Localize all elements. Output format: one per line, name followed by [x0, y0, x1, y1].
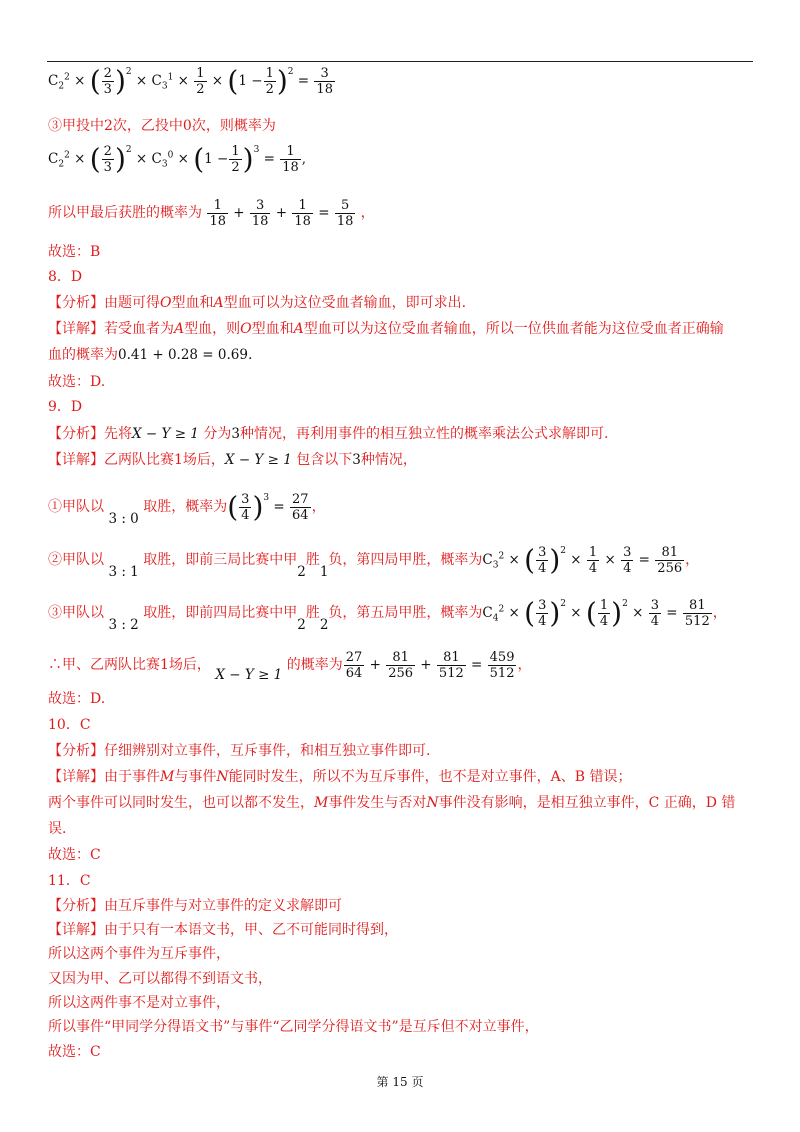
answer-9: 故选：D. [48, 691, 106, 707]
total-probability-line: 所以甲最后获胜的概率为 $\frac{1}{18}$ + $\frac{3}{18}$ + $\frac{1}{18}$ = $\frac{5}{18}$ ， [48, 198, 375, 229]
q10-detail-3: 误. [48, 821, 67, 837]
q11-line-2: 所以这两个事件为互斥事件， [48, 946, 230, 962]
q11-line-4: 所以这两件事不是对立事件， [48, 995, 230, 1011]
q9-summary: ∴甲、乙两队比赛1场后， X − Y ≥ 1 的概率为 $\frac{27}{64}$ + $\frac{81}{256}$ + $\frac{81}{512}$ = $\frac{459}{512}$ ， [48, 650, 532, 683]
q11-line-3: 又因为甲、乙可以都得不到语文书， [48, 971, 272, 987]
q10-detail-2: 两个事件可以同时发生，也可以都不发生，M事件发生与否对N事件没有影响，是相互独立事件，C 正确，D 错 [48, 795, 736, 811]
answer-7: 故选：B [48, 244, 101, 260]
q9-detail: 【详解】乙两队比赛1场后，X − Y ≥ 1 包含以下3种情况， [48, 452, 417, 468]
question-9-heading: 9．D [48, 399, 83, 415]
q8-detail-cont: 血的概率为0.41 + 0.28 = 0.69. [48, 347, 253, 363]
case-3-text: ③甲投中2次，乙投中0次，则概率为 [48, 118, 276, 134]
question-11-heading: 11．C [48, 873, 91, 889]
q8-analysis: 【分析】由题可得O型血和A型血可以为这位受血者输血，即可求出. [48, 295, 467, 311]
page-number: 第 15 页 [376, 1075, 424, 1089]
answer-11: 故选：C [48, 1044, 101, 1060]
formula-line-1: $C_2^2$ × ( $\frac{2}{3}$ )$^2 \times C_3^1$ × $\frac{1}{2}$ × (1 − $\frac{1}{2}$ )$^2$ = $\frac{3}{18}$ [48, 64, 333, 98]
q9-analysis: 【分析】先将X − Y ≥ 1 分为3种情况，再利用事件的相互独立性的概率乘法公式求解即可. [48, 426, 609, 442]
q9-case-2: ②甲队以 3 : 1 取胜，即前三局比赛中甲2胜1负，第四局甲胜，概率为$C_3^2$ × ( $\frac{3}{4}$ )$^2$ × $\frac{1}{4}$ × $\frac{3}{4}$ = $\frac{81}{256}$ ， [48, 543, 700, 580]
formula-line-3: $C_2^2$ × ( $\frac{2}{3}$ )$^2 \times C_3^0 \times (1$ − $\frac{1}{2}$ )$^3$ = $\frac{1}{18}$ , [48, 142, 307, 176]
answer-8: 故选：D. [48, 374, 106, 390]
q9-case-3: ③甲队以 3 : 2 取胜，即前四局比赛中甲2胜2负，第五局甲胜，概率为$C_4^2$ × ( $\frac{3}{4}$ )$^2$ × ( $\frac{1}{4}$ )$^2$ × $\frac{3}{4}$ = $\frac{81}{512}$ ， [48, 596, 727, 633]
q11-analysis: 【分析】由互斥事件与对立事件的定义求解即可 [48, 898, 342, 914]
question-8-heading: 8．D [48, 269, 83, 285]
q9-case-1: ①甲队以 3 : 0 取胜，概率为( $\frac{3}{4}$ )$^3$ = $\frac{27}{64}$ ， [48, 490, 326, 527]
q10-detail: 【详解】由于事件M与事件N能同时发生，所以不为互斥事件，也不是对立事件，A、B 错误； [48, 769, 632, 785]
q10-analysis: 【分析】仔细辨别对立事件，互斥事件，和相互独立事件即可. [48, 743, 431, 759]
header-rule [47, 61, 753, 62]
q11-line-5: 所以事件“甲同学分得语文书”与事件“乙同学分得语文书”是互斥但不对立事件， [48, 1019, 539, 1035]
answer-10: 故选：C [48, 847, 101, 863]
question-10-heading: 10．C [48, 717, 91, 733]
q11-detail: 【详解】由于只有一本语文书，甲、乙不可能同时得到， [48, 922, 398, 938]
q8-detail: 【详解】若受血者为A型血，则O型血和A型血可以为这位受血者输血，所以一位供血者能为这位受血者正确输 [48, 321, 724, 337]
